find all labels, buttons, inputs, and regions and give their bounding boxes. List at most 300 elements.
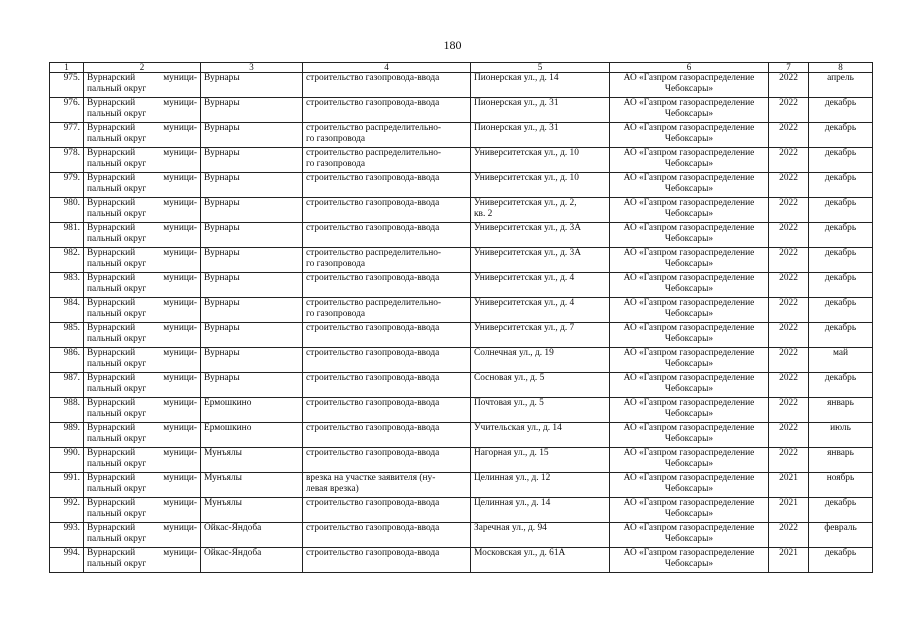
district-word: муници- xyxy=(163,498,197,508)
settlement-cell: Ермошкино xyxy=(201,423,303,448)
work-line: строительство газопровода-ввода xyxy=(306,423,440,433)
row-number: 989. xyxy=(50,423,84,448)
district-cell xyxy=(84,198,201,223)
district-word: Вурнарский xyxy=(87,423,136,433)
address-line: Пионерская ул., д. 31 xyxy=(474,98,559,108)
district-cell xyxy=(84,148,201,173)
district-cell xyxy=(84,548,201,573)
work-cell xyxy=(303,198,471,223)
district-line xyxy=(87,523,197,534)
district-word: пальный округ xyxy=(87,308,147,319)
district-word: муници- xyxy=(163,123,197,133)
district-word: пальный округ xyxy=(87,83,147,94)
organization-line: АО «Газпром газораспределение xyxy=(623,298,755,308)
organization-line: Чебоксары» xyxy=(664,258,714,269)
column-header: 3 xyxy=(201,63,303,73)
address-cell xyxy=(471,498,610,523)
row-number: 991. xyxy=(50,473,84,498)
row-number: 982. xyxy=(50,248,84,273)
work-line: строительство газопровода-ввода xyxy=(306,98,440,108)
work-line: врезка на участке заявителя (ну- xyxy=(306,473,436,483)
district-word: Вурнарский xyxy=(87,273,136,283)
district-word: муници- xyxy=(163,298,197,308)
district-word: Вурнарский xyxy=(87,523,136,533)
work-cell xyxy=(303,548,471,573)
month-cell: декабрь xyxy=(809,248,873,273)
organization-cell xyxy=(610,398,769,423)
row-number: 988. xyxy=(50,398,84,423)
settlement-cell: Вурнары xyxy=(201,73,303,98)
district-word: Вурнарский xyxy=(87,98,136,108)
district-cell xyxy=(84,498,201,523)
organization-line: АО «Газпром газораспределение xyxy=(623,323,755,333)
district-line xyxy=(87,98,197,109)
organization-cell xyxy=(610,73,769,98)
work-line: строительство газопровода-ввода xyxy=(306,323,440,333)
district-word: Вурнарский xyxy=(87,173,136,183)
district-cell xyxy=(84,173,201,198)
work-line: строительство газопровода-ввода xyxy=(306,373,440,383)
district-word: Вурнарский xyxy=(87,398,136,408)
year-cell: 2022 xyxy=(769,173,809,198)
year-cell: 2022 xyxy=(769,73,809,98)
work-line: строительство распределительно- xyxy=(306,248,442,258)
work-line: строительство газопровода-ввода xyxy=(306,548,440,558)
district-line xyxy=(87,348,197,359)
year-cell: 2022 xyxy=(769,123,809,148)
settlement-cell: Вурнары xyxy=(201,273,303,298)
address-line: Московская ул., д. 61А xyxy=(474,548,566,558)
table-row xyxy=(50,548,873,573)
district-line xyxy=(87,73,197,84)
table-row xyxy=(50,223,873,248)
district-word: Вурнарский xyxy=(87,348,136,358)
organization-cell xyxy=(610,548,769,573)
table-row xyxy=(50,273,873,298)
district-cell xyxy=(84,323,201,348)
table-row xyxy=(50,323,873,348)
work-line: левая врезка) xyxy=(306,483,359,494)
month-cell: декабрь xyxy=(809,373,873,398)
settlement-cell: Вурнары xyxy=(201,223,303,248)
work-cell xyxy=(303,123,471,148)
work-cell xyxy=(303,473,471,498)
organization-cell xyxy=(610,273,769,298)
work-cell xyxy=(303,148,471,173)
address-line: Учительская ул., д. 14 xyxy=(474,423,562,433)
settlement-cell: Вурнары xyxy=(201,248,303,273)
district-line xyxy=(87,448,197,459)
column-header: 1 xyxy=(50,63,84,73)
district-word: Вурнарский xyxy=(87,73,136,83)
address-line: Целинная ул., д. 12 xyxy=(474,473,551,483)
work-line: строительство газопровода-ввода xyxy=(306,498,440,508)
settlement-cell: Вурнары xyxy=(201,123,303,148)
year-cell: 2022 xyxy=(769,273,809,298)
address-line: Заречная ул., д. 94 xyxy=(474,523,547,533)
district-word: Вурнарский xyxy=(87,373,136,383)
district-word: муници- xyxy=(163,223,197,233)
work-cell xyxy=(303,348,471,373)
organization-cell xyxy=(610,323,769,348)
district-word: пальный округ xyxy=(87,108,147,119)
district-cell xyxy=(84,123,201,148)
address-cell xyxy=(471,398,610,423)
work-line: строительство газопровода-ввода xyxy=(306,173,440,183)
address-cell xyxy=(471,198,610,223)
table-row xyxy=(50,173,873,198)
table-row xyxy=(50,198,873,223)
organization-cell xyxy=(610,98,769,123)
work-line: го газопровода xyxy=(306,158,366,169)
organization-line: АО «Газпром газораспределение xyxy=(623,548,755,558)
work-line: строительство газопровода-ввода xyxy=(306,273,440,283)
work-cell xyxy=(303,248,471,273)
district-word: пальный округ xyxy=(87,458,147,469)
district-word: пальный округ xyxy=(87,533,147,544)
address-line: Университетская ул., д. 3А xyxy=(474,248,582,258)
organization-line: АО «Газпром газораспределение xyxy=(623,373,755,383)
organization-line: Чебоксары» xyxy=(664,433,714,444)
work-cell xyxy=(303,298,471,323)
work-line: строительство газопровода-ввода xyxy=(306,398,440,408)
month-cell: декабрь xyxy=(809,273,873,298)
row-number: 980. xyxy=(50,198,84,223)
row-number: 984. xyxy=(50,298,84,323)
organization-cell xyxy=(610,248,769,273)
address-cell xyxy=(471,223,610,248)
column-header: 4 xyxy=(303,63,471,73)
work-cell xyxy=(303,273,471,298)
organization-line: Чебоксары» xyxy=(664,358,714,369)
year-cell: 2022 xyxy=(769,223,809,248)
row-number: 983. xyxy=(50,273,84,298)
district-word: муници- xyxy=(163,248,197,258)
table-row xyxy=(50,298,873,323)
address-cell xyxy=(471,173,610,198)
district-word: муници- xyxy=(163,523,197,533)
settlement-cell: Вурнары xyxy=(201,148,303,173)
column-header: 7 xyxy=(769,63,809,73)
work-line: строительство распределительно- xyxy=(306,298,442,308)
organization-line: АО «Газпром газораспределение xyxy=(623,448,755,458)
organization-line: Чебоксары» xyxy=(664,133,714,144)
work-line: строительство газопровода-ввода xyxy=(306,523,440,533)
work-cell xyxy=(303,398,471,423)
year-cell: 2022 xyxy=(769,298,809,323)
district-word: пальный округ xyxy=(87,408,147,419)
month-cell: декабрь xyxy=(809,98,873,123)
address-cell xyxy=(471,423,610,448)
district-cell xyxy=(84,273,201,298)
district-word: пальный округ xyxy=(87,433,147,444)
district-word: муници- xyxy=(163,373,197,383)
month-cell: апрель xyxy=(809,73,873,98)
address-cell xyxy=(471,373,610,398)
settlement-cell: Вурнары xyxy=(201,323,303,348)
month-cell: июль xyxy=(809,423,873,448)
month-cell: январь xyxy=(809,448,873,473)
district-word: пальный округ xyxy=(87,333,147,344)
column-header: 8 xyxy=(809,63,873,73)
organization-line: АО «Газпром газораспределение xyxy=(623,423,755,433)
address-cell xyxy=(471,323,610,348)
address-line: Почтовая ул., д. 5 xyxy=(474,398,544,408)
district-word: муници- xyxy=(163,348,197,358)
district-word: муници- xyxy=(163,548,197,558)
table-row xyxy=(50,148,873,173)
year-cell: 2022 xyxy=(769,348,809,373)
row-number: 981. xyxy=(50,223,84,248)
organization-line: АО «Газпром газораспределение xyxy=(623,98,755,108)
address-cell xyxy=(471,523,610,548)
district-word: пальный округ xyxy=(87,508,147,519)
district-word: Вурнарский xyxy=(87,448,136,458)
organization-cell xyxy=(610,373,769,398)
organization-line: Чебоксары» xyxy=(664,508,714,519)
address-line: Университетская ул., д. 7 xyxy=(474,323,575,333)
organization-line: АО «Газпром газораспределение xyxy=(623,123,755,133)
district-word: Вурнарский xyxy=(87,198,136,208)
row-number: 975. xyxy=(50,73,84,98)
month-cell: декабрь xyxy=(809,548,873,573)
organization-cell xyxy=(610,523,769,548)
column-header: 6 xyxy=(610,63,769,73)
address-cell xyxy=(471,448,610,473)
organization-cell xyxy=(610,223,769,248)
district-word: пальный округ xyxy=(87,383,147,394)
year-cell: 2022 xyxy=(769,523,809,548)
district-word: муници- xyxy=(163,423,197,433)
district-cell xyxy=(84,348,201,373)
organization-line: Чебоксары» xyxy=(664,283,714,294)
district-line xyxy=(87,423,197,434)
address-line: Университетская ул., д. 3А xyxy=(474,223,582,233)
settlement-cell: Вурнары xyxy=(201,98,303,123)
district-word: пальный округ xyxy=(87,358,147,369)
organization-line: АО «Газпром газораспределение xyxy=(623,523,755,533)
district-word: Вурнарский xyxy=(87,248,136,258)
district-word: пальный округ xyxy=(87,208,147,219)
year-cell: 2021 xyxy=(769,473,809,498)
work-line: строительство газопровода-ввода xyxy=(306,223,440,233)
settlement-cell: Ойкас-Яндоба xyxy=(201,548,303,573)
district-word: пальный округ xyxy=(87,258,147,269)
work-line: го газопровода xyxy=(306,258,366,269)
district-line xyxy=(87,123,197,134)
organization-line: Чебоксары» xyxy=(664,233,714,244)
table-row xyxy=(50,248,873,273)
table-row xyxy=(50,423,873,448)
table-row xyxy=(50,523,873,548)
address-line: Солнечная ул., д. 19 xyxy=(474,348,554,358)
address-cell xyxy=(471,98,610,123)
organization-line: Чебоксары» xyxy=(664,158,714,169)
work-cell xyxy=(303,223,471,248)
district-cell xyxy=(84,423,201,448)
work-line: строительство распределительно- xyxy=(306,123,442,133)
organization-cell xyxy=(610,123,769,148)
address-cell xyxy=(471,73,610,98)
table-row xyxy=(50,73,873,98)
address-line: Пионерская ул., д. 31 xyxy=(474,123,559,133)
district-cell xyxy=(84,248,201,273)
district-line xyxy=(87,548,197,559)
address-cell xyxy=(471,548,610,573)
work-line: строительство распределительно- xyxy=(306,148,442,158)
district-word: Вурнарский xyxy=(87,473,136,483)
district-word: Вурнарский xyxy=(87,298,136,308)
organization-line: Чебоксары» xyxy=(664,383,714,394)
address-line: Сосновая ул., д. 5 xyxy=(474,373,545,383)
district-word: муници- xyxy=(163,323,197,333)
organization-line: АО «Газпром газораспределение xyxy=(623,398,755,408)
month-cell: декабрь xyxy=(809,198,873,223)
organization-line: АО «Газпром газораспределение xyxy=(623,273,755,283)
district-cell xyxy=(84,298,201,323)
district-word: Вурнарский xyxy=(87,323,136,333)
organization-line: Чебоксары» xyxy=(664,483,714,494)
settlement-cell: Вурнары xyxy=(201,373,303,398)
organization-line: АО «Газпром газораспределение xyxy=(623,73,755,83)
organization-line: Чебоксары» xyxy=(664,208,714,219)
district-cell xyxy=(84,98,201,123)
settlement-cell: Вурнары xyxy=(201,348,303,373)
address-line: кв. 2 xyxy=(474,208,493,219)
row-number: 990. xyxy=(50,448,84,473)
organization-line: Чебоксары» xyxy=(664,308,714,319)
row-number: 978. xyxy=(50,148,84,173)
organization-line: АО «Газпром газораспределение xyxy=(623,173,755,183)
district-word: муници- xyxy=(163,148,197,158)
organization-line: АО «Газпром газораспределение xyxy=(623,198,755,208)
organization-line: Чебоксары» xyxy=(664,558,714,569)
settlement-cell: Ойкас-Яндоба xyxy=(201,523,303,548)
organization-line: АО «Газпром газораспределение xyxy=(623,473,755,483)
work-cell xyxy=(303,373,471,398)
district-word: пальный округ xyxy=(87,233,147,244)
address-cell xyxy=(471,248,610,273)
district-cell xyxy=(84,448,201,473)
organization-cell xyxy=(610,348,769,373)
address-cell xyxy=(471,348,610,373)
organization-line: Чебоксары» xyxy=(664,533,714,544)
address-line: Университетская ул., д. 10 xyxy=(474,173,579,183)
district-line xyxy=(87,323,197,334)
district-word: пальный округ xyxy=(87,283,147,294)
row-number: 993. xyxy=(50,523,84,548)
row-number: 979. xyxy=(50,173,84,198)
district-line xyxy=(87,298,197,309)
district-word: муници- xyxy=(163,273,197,283)
address-line: Университетская ул., д. 2, xyxy=(474,198,577,208)
month-cell: декабрь xyxy=(809,148,873,173)
address-line: Нагорная ул., д. 15 xyxy=(474,448,549,458)
address-cell xyxy=(471,298,610,323)
district-line xyxy=(87,248,197,259)
district-cell xyxy=(84,523,201,548)
work-line: го газопровода xyxy=(306,308,366,319)
work-cell xyxy=(303,323,471,348)
district-word: пальный округ xyxy=(87,183,147,194)
organization-line: Чебоксары» xyxy=(664,408,714,419)
organization-line: АО «Газпром газораспределение xyxy=(623,223,755,233)
organization-line: Чебоксары» xyxy=(664,458,714,469)
work-cell xyxy=(303,498,471,523)
year-cell: 2021 xyxy=(769,498,809,523)
settlement-cell: Мунъялы xyxy=(201,498,303,523)
address-line: Университетская ул., д. 4 xyxy=(474,273,575,283)
column-header: 2 xyxy=(84,63,201,73)
year-cell: 2022 xyxy=(769,373,809,398)
district-word: муници- xyxy=(163,173,197,183)
organization-line: АО «Газпром газораспределение xyxy=(623,248,755,258)
organization-cell xyxy=(610,173,769,198)
district-line xyxy=(87,173,197,184)
month-cell: декабрь xyxy=(809,323,873,348)
month-cell: декабрь xyxy=(809,298,873,323)
district-line xyxy=(87,473,197,484)
year-cell: 2021 xyxy=(769,548,809,573)
table-row xyxy=(50,448,873,473)
organization-line: АО «Газпром газораспределение xyxy=(623,348,755,358)
month-cell: ноябрь xyxy=(809,473,873,498)
work-line: го газопровода xyxy=(306,133,366,144)
district-word: муници- xyxy=(163,98,197,108)
month-cell: декабрь xyxy=(809,173,873,198)
year-cell: 2022 xyxy=(769,448,809,473)
settlement-cell: Вурнары xyxy=(201,173,303,198)
organization-line: Чебоксары» xyxy=(664,183,714,194)
table-row xyxy=(50,473,873,498)
organization-cell xyxy=(610,148,769,173)
organization-line: Чебоксары» xyxy=(664,333,714,344)
column-header: 5 xyxy=(471,63,610,73)
row-number: 994. xyxy=(50,548,84,573)
table-row xyxy=(50,498,873,523)
table-row xyxy=(50,348,873,373)
district-word: пальный округ xyxy=(87,558,147,569)
address-cell xyxy=(471,473,610,498)
district-word: муници- xyxy=(163,73,197,83)
district-word: муници- xyxy=(163,448,197,458)
work-cell xyxy=(303,523,471,548)
address-cell xyxy=(471,148,610,173)
district-word: пальный округ xyxy=(87,133,147,144)
work-cell xyxy=(303,98,471,123)
table-row xyxy=(50,123,873,148)
district-word: муници- xyxy=(163,398,197,408)
district-cell xyxy=(84,223,201,248)
table-row xyxy=(50,373,873,398)
settlement-cell: Мунъялы xyxy=(201,448,303,473)
settlement-cell: Мунъялы xyxy=(201,473,303,498)
district-cell xyxy=(84,373,201,398)
year-cell: 2022 xyxy=(769,423,809,448)
gas-works-table xyxy=(49,62,873,573)
district-word: муници- xyxy=(163,198,197,208)
work-line: строительство газопровода-ввода xyxy=(306,73,440,83)
year-cell: 2022 xyxy=(769,248,809,273)
district-line xyxy=(87,273,197,284)
district-word: Вурнарский xyxy=(87,548,136,558)
district-line xyxy=(87,198,197,209)
address-line: Университетская ул., д. 10 xyxy=(474,148,579,158)
district-word: пальный округ xyxy=(87,483,147,494)
year-cell: 2022 xyxy=(769,398,809,423)
settlement-cell: Вурнары xyxy=(201,298,303,323)
organization-line: АО «Газпром газораспределение xyxy=(623,498,755,508)
